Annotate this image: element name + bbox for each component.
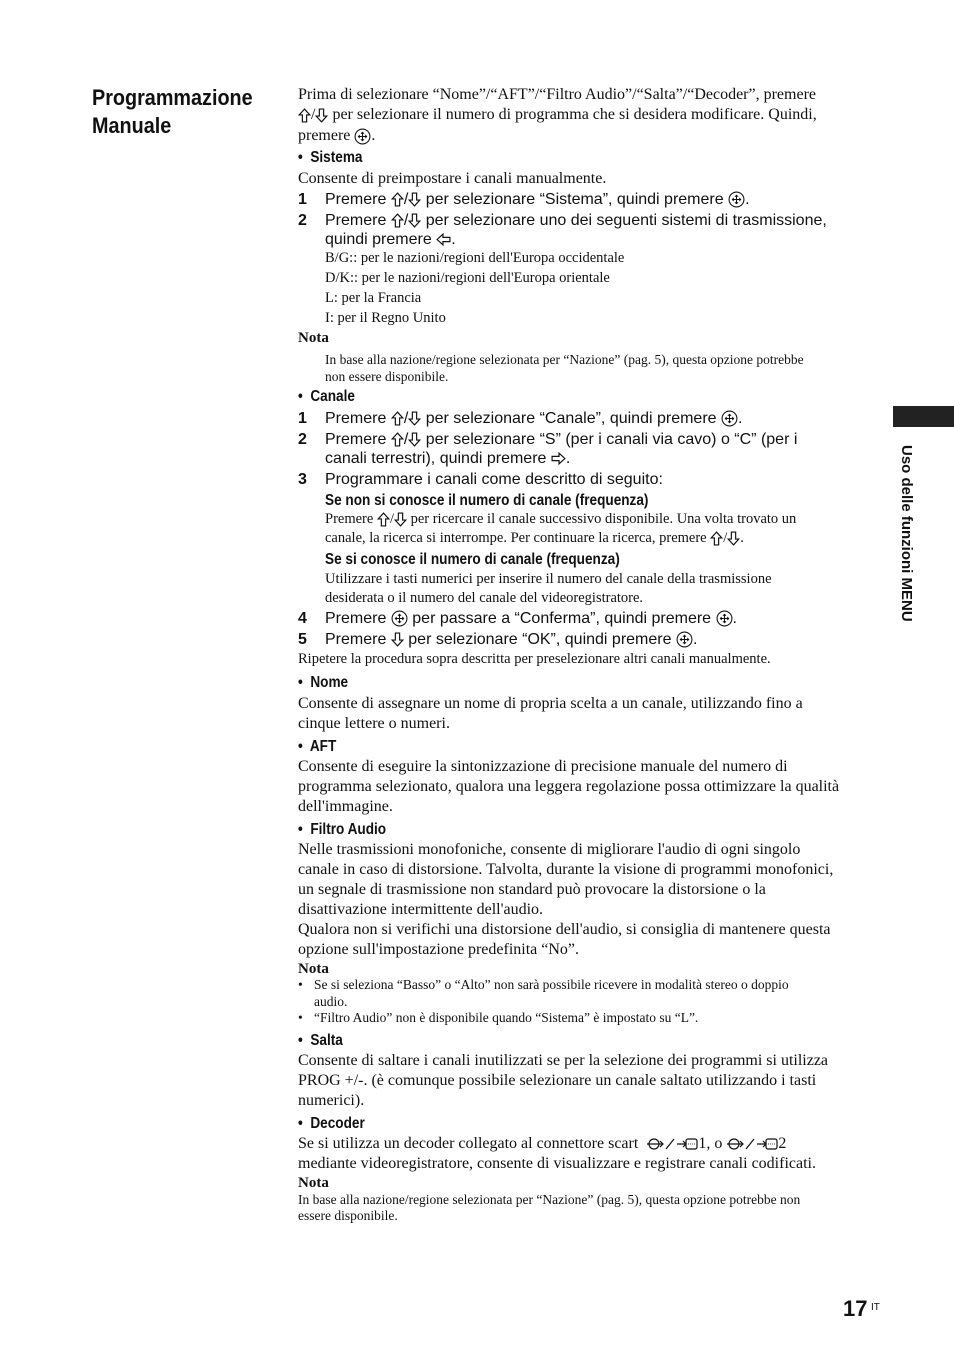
canale-step5: Premere per selezionare “OK”, quindi premere .	[325, 631, 698, 648]
canale-step2-text-c: canali terrestri), quindi premere	[325, 450, 547, 467]
sistema-step1-text-a: Premere	[325, 191, 387, 208]
up-arrow-icon	[377, 512, 390, 527]
sistema-step1-number: 1	[298, 191, 307, 208]
canale-sub1-line2: canale, la ricerca si interrompe. Per continuare la ricerca, premere / .	[325, 530, 744, 546]
canale-step2-line2: canali terrestri), quindi premere .	[325, 450, 571, 467]
down-arrow-icon	[391, 632, 404, 647]
decoder-scart1-label: 1, o	[698, 1135, 723, 1152]
sistema-step2-line2: quindi premere .	[325, 231, 456, 248]
section-sidebar-label	[893, 445, 921, 660]
page-language-code: IT	[871, 1302, 880, 1313]
sistema-step2-line1: Premere / per selezionare uno dei seguenti sistemi di trasmissione,	[325, 212, 827, 229]
sistema-step2-number: 2	[298, 212, 307, 229]
decoder-heading: • Decoder	[298, 1115, 365, 1132]
enter-button-icon	[728, 191, 745, 208]
nome-heading-text: Nome	[310, 674, 349, 691]
canale-step5-text-b: per selezionare “OK”, quindi premere	[408, 631, 672, 648]
scart-output-icon	[756, 1136, 778, 1152]
up-arrow-icon	[710, 531, 723, 546]
filtro-line3: un segnale di trasmissione non standard può provocare la distorsione o la	[298, 881, 766, 898]
filtro-line1: Nelle trasmissioni monofoniche, consente di migliorare l'audio di ogni singolo	[298, 841, 801, 858]
down-arrow-icon	[408, 432, 421, 447]
canale-step4-number: 4	[298, 610, 307, 627]
sistema-step1-text-b: per selezionare “Sistema”, quindi premere	[425, 191, 724, 208]
sistema-step2-text-a: Premere	[325, 212, 387, 229]
canale-step2-text-b: per selezionare “S” (per i canali via cavo) o “C” (per i	[425, 431, 798, 448]
salta-line3: numerici).	[298, 1092, 365, 1109]
filtro-nota1-line1: Se si seleziona “Basso” o “Alto” non sarà possibile ricevere in modalità stereo o doppio	[314, 977, 789, 992]
intro-line-2: / per selezionare il numero di programma che si desidera modificare. Quindi,	[298, 106, 817, 124]
down-arrow-icon	[408, 411, 421, 426]
canale-step4-text-b: per passare a “Conferma”, quindi premere	[412, 610, 712, 627]
sistema-step1: Premere / per selezionare “Sistema”, quindi premere .	[325, 191, 750, 208]
filtro-heading: • Filtro Audio	[298, 821, 387, 838]
canale-step1-text-a: Premere	[325, 410, 387, 427]
left-arrow-icon	[436, 233, 451, 246]
decoder-nota-line2: essere disponibile.	[298, 1208, 398, 1223]
up-arrow-icon	[298, 108, 311, 123]
sistema-step2-text-c: quindi premere	[325, 231, 432, 248]
decoder-line2: mediante videoregistratore, consente di visualizzare e registrare canali codificati.	[298, 1155, 816, 1172]
scart-connector-icon	[726, 1136, 756, 1152]
sistema-desc: Consente di preimpostare i canali manualmente.	[298, 170, 607, 187]
system-option-i: I: per il Regno Unito	[325, 310, 446, 326]
canale-step2-line1: Premere / per selezionare “S” (per i canali via cavo) o “C” (per i	[325, 431, 798, 448]
decoder-line1	[298, 1135, 786, 1153]
canale-step3-number: 3	[298, 471, 307, 488]
sistema-nota-label: Nota	[298, 330, 329, 346]
aft-heading-text: AFT	[309, 738, 337, 755]
canale-heading: • Canale	[298, 388, 355, 405]
section-tab-marker	[893, 406, 954, 427]
canale-sub2-line2: desiderata o il numero del canale del videoregistratore.	[325, 590, 644, 606]
aft-line2: programma selezionato, qualora una leggera regolazione possa ottimizzare la qualità	[298, 778, 840, 795]
down-arrow-icon	[408, 192, 421, 207]
canale-sub2-heading-text: Se si conosce il numero di canale (frequenza)	[325, 551, 620, 568]
page-title: Programmazione Manuale	[92, 85, 253, 138]
system-option-bg: B/G:: per le nazioni/regioni dell'Europa occidentale	[325, 250, 625, 266]
down-arrow-icon	[408, 213, 421, 228]
enter-button-icon	[721, 410, 738, 427]
enter-button-icon	[716, 610, 733, 627]
enter-button-icon	[354, 128, 371, 145]
decoder-text-a: Se si utilizza un decoder collegato al connettore scart	[298, 1135, 639, 1152]
filtro-line6: opzione sull'impostazione predefinita “No”.	[298, 941, 580, 958]
filtro-line2: canale in caso di distorsione. Talvolta, durante la visione di programmi monofonici,	[298, 861, 834, 878]
canale-sub1-text-b: per ricercare il canale successivo disponibile. Una volta trovato un	[410, 511, 797, 527]
sistema-heading-text: Sistema	[310, 149, 363, 166]
decoder-nota-label: Nota	[298, 1175, 329, 1191]
right-arrow-icon	[551, 452, 566, 465]
filtro-nota2-text: “Filtro Audio” non è disponibile quando “Sistema” è impostato su “L”.	[314, 1010, 699, 1025]
canale-step2-text-a: Premere	[325, 431, 387, 448]
canale-step1-text-b: per selezionare “Canale”, quindi premere	[425, 410, 717, 427]
canale-sub2-heading	[325, 551, 672, 569]
aft-heading: • AFT	[298, 738, 337, 755]
filtro-nota2-bullet: •	[298, 1010, 303, 1025]
canale-step2-number: 2	[298, 431, 307, 448]
salta-line1: Consente di saltare i canali inutilizzati se per la selezione dei programmi si utilizza	[298, 1052, 829, 1069]
canale-sub2-line1: Utilizzare i tasti numerici per inserire il numero del canale della trasmissione	[325, 571, 772, 587]
down-arrow-icon	[394, 512, 407, 527]
canale-sub1-line1: Premere / per ricercare il canale successivo disponibile. Una volta trovato un	[325, 511, 797, 527]
decoder-nota-line1: In base alla nazione/regione selezionata per “Nazione” (pag. 5), questa opzione potrebbe non	[298, 1192, 801, 1207]
aft-line3: dell'immagine.	[298, 798, 393, 815]
decoder-heading-text: Decoder	[310, 1115, 365, 1132]
up-arrow-icon	[391, 432, 404, 447]
sistema-step2-text-b: per selezionare uno dei seguenti sistemi di trasmissione,	[425, 212, 827, 229]
salta-line2: PROG +/-. (è comunque possibile selezionare un canale saltato utilizzando i tasti	[298, 1072, 817, 1089]
canale-step5-text-a: Premere	[325, 631, 387, 648]
canale-heading-text: Canale	[310, 388, 355, 405]
up-arrow-icon	[391, 213, 404, 228]
salta-heading: • Salta	[298, 1032, 343, 1049]
sistema-heading: • Sistema	[298, 149, 363, 166]
up-arrow-icon	[391, 411, 404, 426]
filtro-line4: disattivazione intermittente dell'audio.	[298, 901, 544, 918]
canale-sub1-text-a: Premere	[325, 511, 374, 527]
intro-line-1: Prima di selezionare “Nome”/“AFT”/“Filtro Audio”/“Salta”/“Decoder”, premere	[298, 86, 817, 103]
page-number: 17	[843, 1296, 868, 1321]
down-arrow-icon	[315, 108, 328, 123]
system-option-dk: D/K:: per le nazioni/regioni dell'Europa orientale	[325, 270, 610, 286]
nome-line2: cinque lettere o numeri.	[298, 715, 450, 732]
filtro-nota-label: Nota	[298, 961, 329, 977]
canale-step1: Premere / per selezionare “Canale”, quindi premere .	[325, 410, 743, 427]
filtro-nota1-bullet: •	[298, 977, 303, 992]
scart-connector-icon	[646, 1136, 676, 1152]
nome-line1: Consente di assegnare un nome di propria scelta a un canale, utilizzando fino a	[298, 695, 803, 712]
filtro-heading-text: Filtro Audio	[310, 821, 387, 838]
salta-heading-text: Salta	[310, 1032, 343, 1049]
down-arrow-icon	[727, 531, 740, 546]
up-arrow-icon	[391, 192, 404, 207]
canale-step5-number: 5	[298, 631, 307, 648]
enter-button-icon	[676, 631, 693, 648]
canale-step3: Programmare i canali come descritto di seguito:	[325, 471, 663, 488]
scart-output-icon	[676, 1136, 698, 1152]
canale-sub1-heading-text: Se non si conosce il numero di canale (frequenza)	[325, 492, 649, 509]
enter-button-icon	[391, 610, 408, 627]
canale-step4: Premere per passare a “Conferma”, quindi premere .	[325, 610, 737, 627]
nome-heading: • Nome	[298, 674, 349, 691]
sistema-nota-line1: In base alla nazione/regione selezionata per “Nazione” (pag. 5), questa opzione potrebbe	[325, 352, 804, 367]
filtro-line5: Qualora non si verifichi una distorsione dell'audio, si consiglia di mantenere questa	[298, 921, 831, 938]
canale-sub1-text-c: canale, la ricerca si interrompe. Per continuare la ricerca, premere	[325, 530, 707, 546]
intro-line-3-text: premere	[298, 127, 351, 144]
sistema-nota-line2: non essere disponibile.	[325, 369, 449, 384]
canale-sub1-heading	[325, 492, 706, 510]
canale-repeat-note: Ripetere la procedura sopra descritta per preselezionare altri canali manualmente.	[298, 651, 771, 667]
sidebar-label-text: Uso delle funzioni MENU	[898, 445, 915, 622]
decoder-scart2-label: 2	[778, 1135, 787, 1152]
canale-step1-number: 1	[298, 410, 307, 427]
canale-step4-text-a: Premere	[325, 610, 387, 627]
system-option-l: L: per la Francia	[325, 290, 422, 306]
aft-line1: Consente di eseguire la sintonizzazione di precisione manuale del numero di	[298, 758, 788, 775]
intro-line-2-text: per selezionare il numero di programma che si desidera modificare. Quindi,	[332, 106, 817, 123]
intro-line-3: premere .	[298, 127, 376, 144]
filtro-nota1-line2: audio.	[314, 994, 348, 1009]
